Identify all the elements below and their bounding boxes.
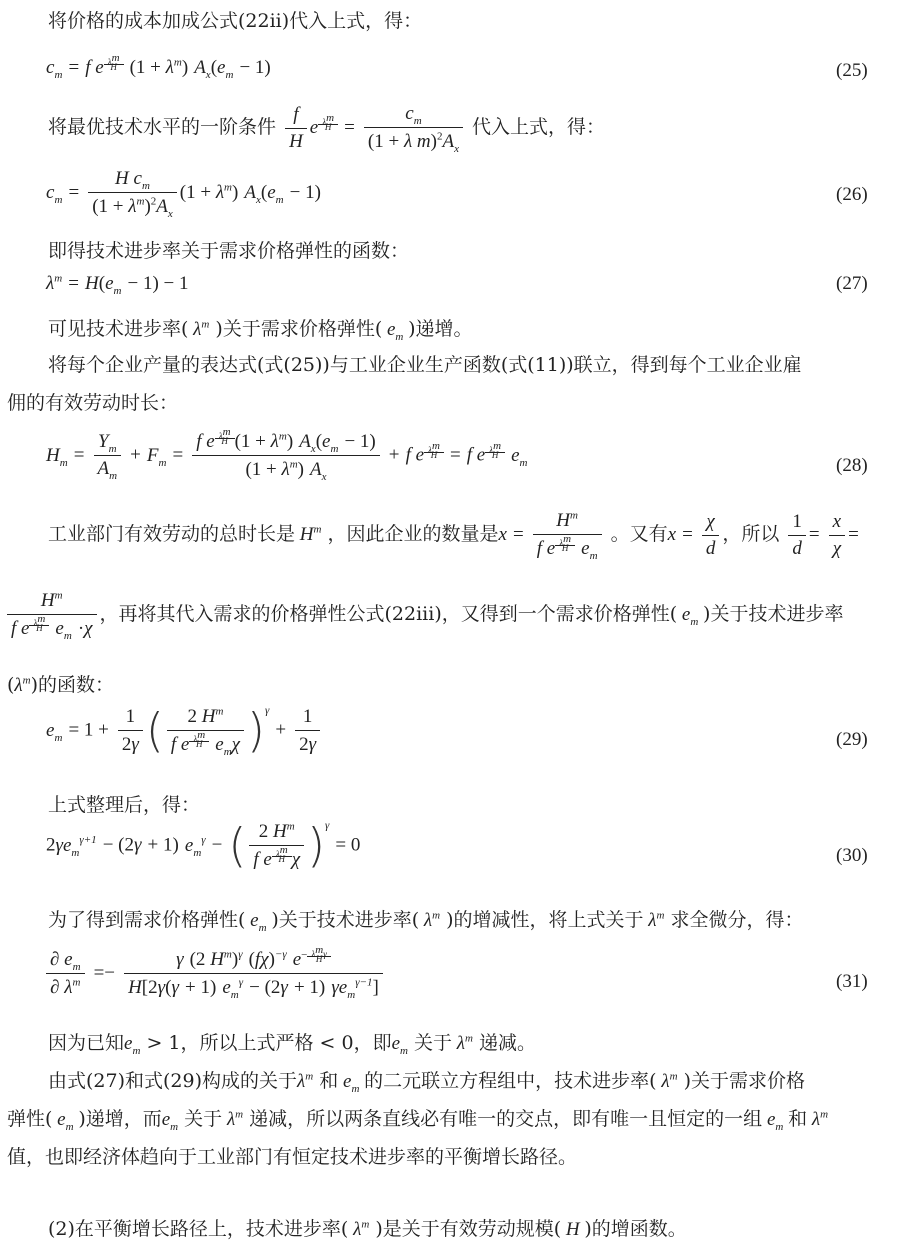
equation-number-28: (28)	[836, 455, 868, 476]
equation-31: $\frac{\partial e_m}{\partial \lambda^m}$ =− γ (2 $H^m)^\gamma$ $(f\chi)^{-\gamma}$ $e^{- \lambda^m\gamma H}$ H[2γ(γ + 1) $e_m^\gamma - (2\gamma + 1)$ $\gamma e_m^{\gamma-1}$]	[46, 948, 900, 999]
equation-number-26: (26)	[836, 184, 868, 205]
text-line-2: 将最优技术水平的一阶条件 $\frac{f}{H}$ e $^{\frac{\lambda^m}{H}}$ = $\frac{c_m}{(1 + \lambda m)^2A_x}$ 代入上式，得：	[48, 103, 606, 155]
text-line-1: 将价格的成本加成公式(22ii)代入上式，得：	[48, 10, 423, 32]
text-line-8: $H^m$ f e $^{\frac{\lambda^m}{H}}$ $e_m \cdot\chi$ ，再将其代入需求的价格弹性公式(22iii)，又得到一个需求价格弹性( $e_m$ )关于技术进步率	[7, 590, 900, 640]
equation-number-27: (27)	[836, 273, 868, 294]
equation-number-25: (25)	[836, 60, 868, 81]
text-line-5: 将每个企业产量的表达式(式(25))与工业企业生产函数(式(11))联立，得到每个工业企业雇	[48, 354, 802, 376]
text-line-16: (2)在平衡增长路径上，技术进步率( $\lambda^m$ )是关于有效劳动规模( H )的增函数。	[48, 1218, 687, 1240]
equation-26: $c_m$ = $\frac{H c_m}{(1 + \lambda^m)^2A_x}$ $(1 + \lambda^m)$ $A_x(e_m - 1)$	[46, 168, 321, 220]
text-line-6: 佣的有效劳动时长：	[7, 392, 179, 414]
text-line-11: 为了得到需求价格弹性( $e_m$ )关于技术进步率( $\lambda^m$ )的增减性，将上式关于 $\lambda^m$ 求全微分，得：	[48, 909, 804, 934]
text-line-7: 工业部门有效劳动的总时长是 $H^m$ ，因此企业的数量是x = $H^m$ f e $^{\frac{\lambda^m}{H}}$ $e_m$ 。又有x = $\frac{\chi}{d}$ ，所以 $\frac{1}{d}$ = $\frac{x}{\chi}$ =	[48, 509, 859, 562]
equation-number-31: (31)	[836, 971, 868, 992]
equation-27: $\lambda^m = H(e_m - 1) - 1$	[46, 272, 189, 297]
text-line-15: 值，也即经济体趋向于工业部门有恒定技术进步率的平衡增长路径。	[7, 1146, 578, 1168]
equation-number-30: (30)	[836, 845, 868, 866]
equation-number-29: (29)	[836, 729, 868, 750]
equation-30: $2\gamma e_m^{\gamma+1} - (2\gamma + 1) e_m^\gamma$ − ( 2 $H^m$ f e $^{\frac{\lambda^m}{H}}$ χ )$^\gamma$ = 0	[46, 818, 361, 873]
text-line-13: 由式(27)和式(29)构成的关于$\lambda^m$ 和 $e_m$ 的二元联立方程组中，技术进步率( $\lambda^m$ )关于需求价格	[48, 1070, 805, 1095]
text-line-12: 因为已知$e_m > 1$，所以上式严格 < 0，即$e_m$ 关于 $\lambda^m$ 递减。	[48, 1032, 537, 1057]
text-line-14: 弹性( $e_m$ )递增，而$e_m$ 关于 $\lambda^m$ 递减，所以两条直线必有唯一的交点，即有唯一且恒定的一组 $e_m$ 和 $\lambda^m$	[7, 1108, 829, 1133]
text-line-10: 上式整理后，得：	[48, 794, 201, 816]
text-line-4: 可见技术进步率( $\lambda^m$ )关于需求价格弹性( $e_m$ )递增。	[48, 318, 473, 343]
equation-25: $c_m = f$ e $^{\frac{\lambda^m}{H}}$ $(1 + \lambda^m)$ $A_x(e_m - 1)$	[46, 52, 271, 81]
text-line-3: 即得技术进步率关于需求价格弹性的函数：	[48, 240, 410, 262]
equation-29: $e_m = 1$ + $\frac{1}{2\gamma}$ ( 2 $H^m$ f e $^{\frac{\lambda^m}{H}}$ $e_m\chi$ )$^\gamma$ + $\frac{1}{2\gamma}$	[46, 705, 900, 756]
text-line-9: $(\lambda^m)$的函数：	[7, 674, 115, 696]
equation-28: $H_m$ = $\frac{Y_m}{A_m}$ + $F_m$ = f e $^{\frac{\lambda^m}{H}}$ $(1 + \lambda^m)$ $A_x(e_m - 1)$ $(1 + \lambda^m)$ $A_x$ + f e $^{\frac{\lambda^m}{H}}$ = f e $^{\frac{\lambda^m}{H}}$ $e_m$	[46, 426, 528, 483]
